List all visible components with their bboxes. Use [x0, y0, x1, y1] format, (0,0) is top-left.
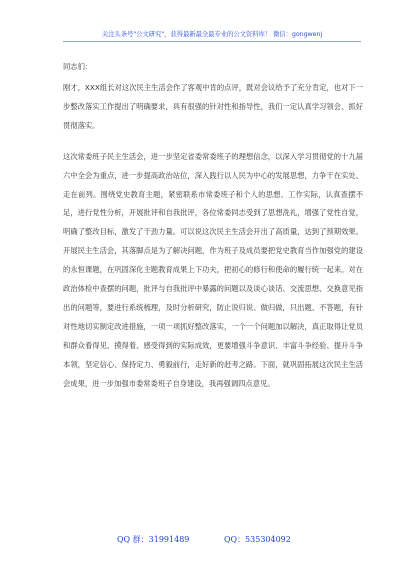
salutation: 同志们： [63, 62, 93, 71]
footer-qq-contact: QQ：535304092 [223, 535, 291, 544]
paragraph-2: 这次常委班子民主生活会，进一步坚定省委常委班子的理想信念，以深入学习贯彻党的十九届六中全会为重点，进一步提高政治站位，深入践行以人民为中心的发展思想，力争干在实处、走在前列。围绕党史教育主题，紧密联系市常委班子和个人的思想、工作实际，认真查摆不足，进行党性分析，开展批评和自我批评，各位常委同志受到了思想洗礼，增强了党性自觉，明确了整改目标，激发了干劲力量。可以说这次民主生活会开出了高质量，达到了预期效果。开展民主生活会，其落脚点是为了解决问题，作为班子及成员要把党史教育当作加强党的建设的永恒课题，在巩固深化主题教育成果上下功夫，把初心的修行和使命的履行统一起来。对在政治体检中查摆的问题，批评与自我批评中暴露的问题以及谈心谈话、交流思想、交换意见指出的问题等，要进行系统梳理，及时分析研究，防止说归说、做归做，只出题、不答题，有针对性地切实制定改进措施，一项一项抓好整改落实，一个一个问题加以解决，真正取得让党员和群众看得见、摸得着、感受得到的实际成效，更要增强斗争意识、丰富斗争经验、提升斗争本领，坚定信心、保持定力、勇毅前行，走好新的赶考之路。下面，就巩固拓展这次民主生活会成果，进一步加强市委常委班子自身建设，我再强调四点意见。 [63, 151, 363, 388]
header-banner: 关注头条号"公文研究"，获得最新最全最专业的公文资料库！ 微信：gongwenj [101, 30, 323, 38]
paragraph-1: 刚才，XXX组长对这次民主生活会作了客观中肯的点评，既对会议给予了充分肯定，也对下一步整改落实工作提出了明确要求，具有很强的针对性和指导性，我们一定认真学习领会、抓好贯彻落实。 [63, 83, 363, 130]
page-footer [117, 534, 307, 546]
footer-qq-group: QQ 群：31991489 [117, 535, 190, 544]
document-body [63, 58, 363, 406]
header-divider [63, 41, 361, 42]
page-header [63, 30, 361, 45]
